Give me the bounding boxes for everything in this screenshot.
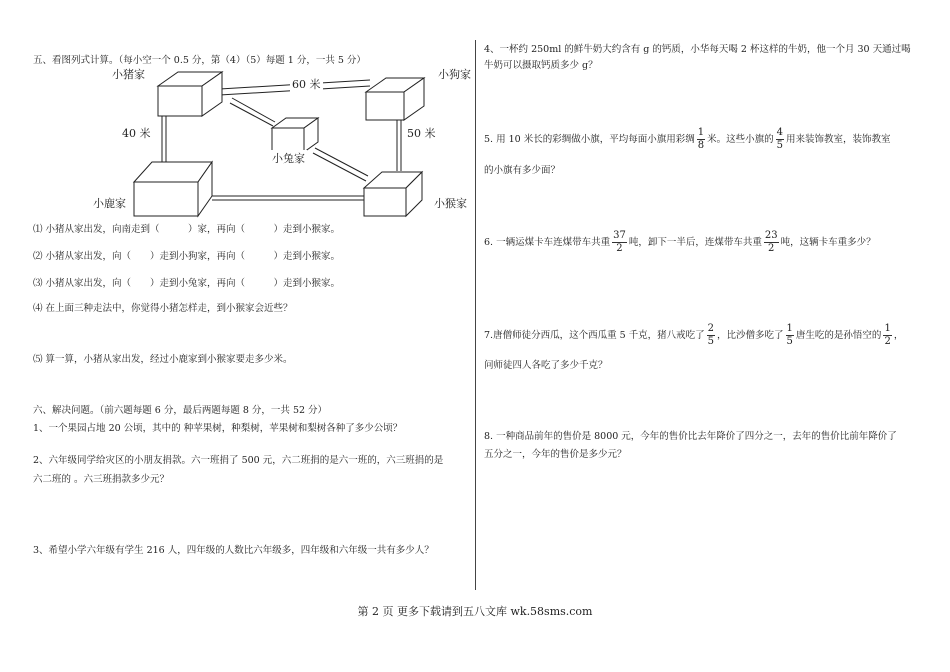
problem-5-text-c: 用来装饰教室，装饰教室 xyxy=(785,134,891,145)
fraction-numerator: 1 xyxy=(697,127,705,138)
fraction-1-5 xyxy=(786,323,794,348)
problem-7-line-2: 问师徒四人各吃了多少千克？ xyxy=(484,360,608,371)
problem-2-line-2: 六二班的 。六三班捐款多少元？ xyxy=(33,474,170,485)
fraction-numerator: 1 xyxy=(884,323,891,334)
fraction-denominator: 5 xyxy=(786,336,793,347)
page-footer: 第 2 页 更多下载请到五八文库 wk.58sms.com xyxy=(357,605,593,618)
problem-5-text-b: 米。这些小旗的 xyxy=(707,134,774,145)
question-5-3: ⑶ 小猪从家出发，向（ ）走到小兔家，再向（ ）走到小猴家。 xyxy=(33,278,341,289)
problem-7-text-a: 7.唐僧师徒分西瓜，这个西瓜重 5 千克，猪八戒吃了 xyxy=(484,330,705,341)
problem-6-text-c: 吨，这辆卡车重多少？ xyxy=(780,237,876,248)
problem-4-line-2: 牛奶可以摄取钙质多少 g？ xyxy=(484,60,598,71)
distance-60m: 60 米 xyxy=(292,78,321,91)
problem-6-line xyxy=(484,230,876,255)
fraction-denominator: 8 xyxy=(697,140,705,151)
distance-40m: 40 米 xyxy=(122,127,151,140)
fraction-numerator: 23 xyxy=(764,230,778,241)
fraction-4-5 xyxy=(776,127,784,152)
label-dog-house: 小狗家 xyxy=(438,68,471,81)
fraction-denominator: 2 xyxy=(616,243,623,254)
problem-6-text-a: 6. 一辆运煤卡车连煤带车共重 xyxy=(484,237,611,248)
problem-5-line-1 xyxy=(484,127,891,152)
problem-8-line-2: 五分之一，今年的售价是多少元？ xyxy=(484,449,627,460)
fraction-denominator: 2 xyxy=(768,243,775,254)
problem-5-text-a: 5. 用 10 米长的彩绸做小旗，平均每面小旗用彩绸 xyxy=(484,134,695,145)
problem-6-text-b: 吨，卸下一半后，连煤带车共重 xyxy=(628,237,762,248)
problem-1: 1、一个果园占地 20 公顷，其中的 种苹果树，种梨树，苹果树和梨树各种了多少公顷？ xyxy=(33,423,403,434)
label-rabbit-house: 小兔家 xyxy=(272,152,305,165)
problem-2-line-1: 2、六年级同学给灾区的小朋友捐款。六一班捐了 500 元，六二班捐的是六一班的，六三班捐的是 xyxy=(33,455,444,466)
problem-7-text-b: ，比沙僧多吃了 xyxy=(717,330,784,341)
label-pig-house: 小猪家 xyxy=(112,68,145,81)
question-5-2: ⑵ 小猪从家出发，向（ ）走到小狗家，再向（ ）走到小猴家。 xyxy=(33,251,341,262)
fraction-denominator: 5 xyxy=(707,336,715,347)
column-divider xyxy=(475,40,476,590)
fraction-denominator: 2 xyxy=(884,336,891,347)
problem-7-text-d: ， xyxy=(893,330,904,341)
problem-3: 3、希望小学六年级有学生 216 人，四年级的人数比六年级多，四年级和六年级一共有多少人？ xyxy=(33,545,434,556)
fraction-numerator: 37 xyxy=(613,230,626,241)
problem-7-text-c: 唐生吃的是孙悟空的 xyxy=(795,330,882,341)
section-6-title: 六、解决问题。（前六题每题 6 分，最后两题每题 8 分，一共 52 分） xyxy=(33,405,328,416)
question-5-5: ⑸ 算一算，小猪从家出发，经过小鹿家到小猴家要走多少米。 xyxy=(33,354,293,365)
fraction-numerator: 1 xyxy=(786,323,793,334)
fraction-37-2 xyxy=(612,230,627,255)
question-5-4: ⑷ 在上面三种走法中，你觉得小猪怎样走，到小猴家会近些？ xyxy=(33,303,293,314)
problem-7-line-1 xyxy=(484,323,903,348)
distance-50m: 50 米 xyxy=(407,127,436,140)
problem-4-line-1: 4、一杯约 250ml 的鲜牛奶大约含有 g 的钙质，小华每天喝 2 杯这样的牛奶，他一个月 30 天通过喝 xyxy=(484,44,911,55)
problem-5-line-2: 的小旗有多少面？ xyxy=(484,165,561,176)
fraction-1-2 xyxy=(883,323,891,348)
problem-8-line-1: 8. 一种商品前年的售价是 8000 元，今年的售价比去年降价了四分之一，去年的售价比前年降价了 xyxy=(484,431,897,442)
section-5-title: 五、看图列式计算。（每小空一个 0.5 分，第（4）（5）每题 1 分，一共 5 分） xyxy=(33,55,366,66)
label-monkey-house: 小猴家 xyxy=(434,197,467,210)
question-5-1: ⑴ 小猪从家出发，向南走到（ ）家，再向（ ）走到小猴家。 xyxy=(33,224,341,235)
fraction-numerator: 2 xyxy=(707,323,715,334)
fraction-denominator: 5 xyxy=(776,140,783,151)
fraction-2-5 xyxy=(707,323,715,348)
label-deer-house: 小鹿家 xyxy=(93,197,126,210)
fraction-23-2 xyxy=(764,230,779,255)
fraction-1-8 xyxy=(697,127,705,152)
fraction-numerator: 4 xyxy=(776,127,783,138)
